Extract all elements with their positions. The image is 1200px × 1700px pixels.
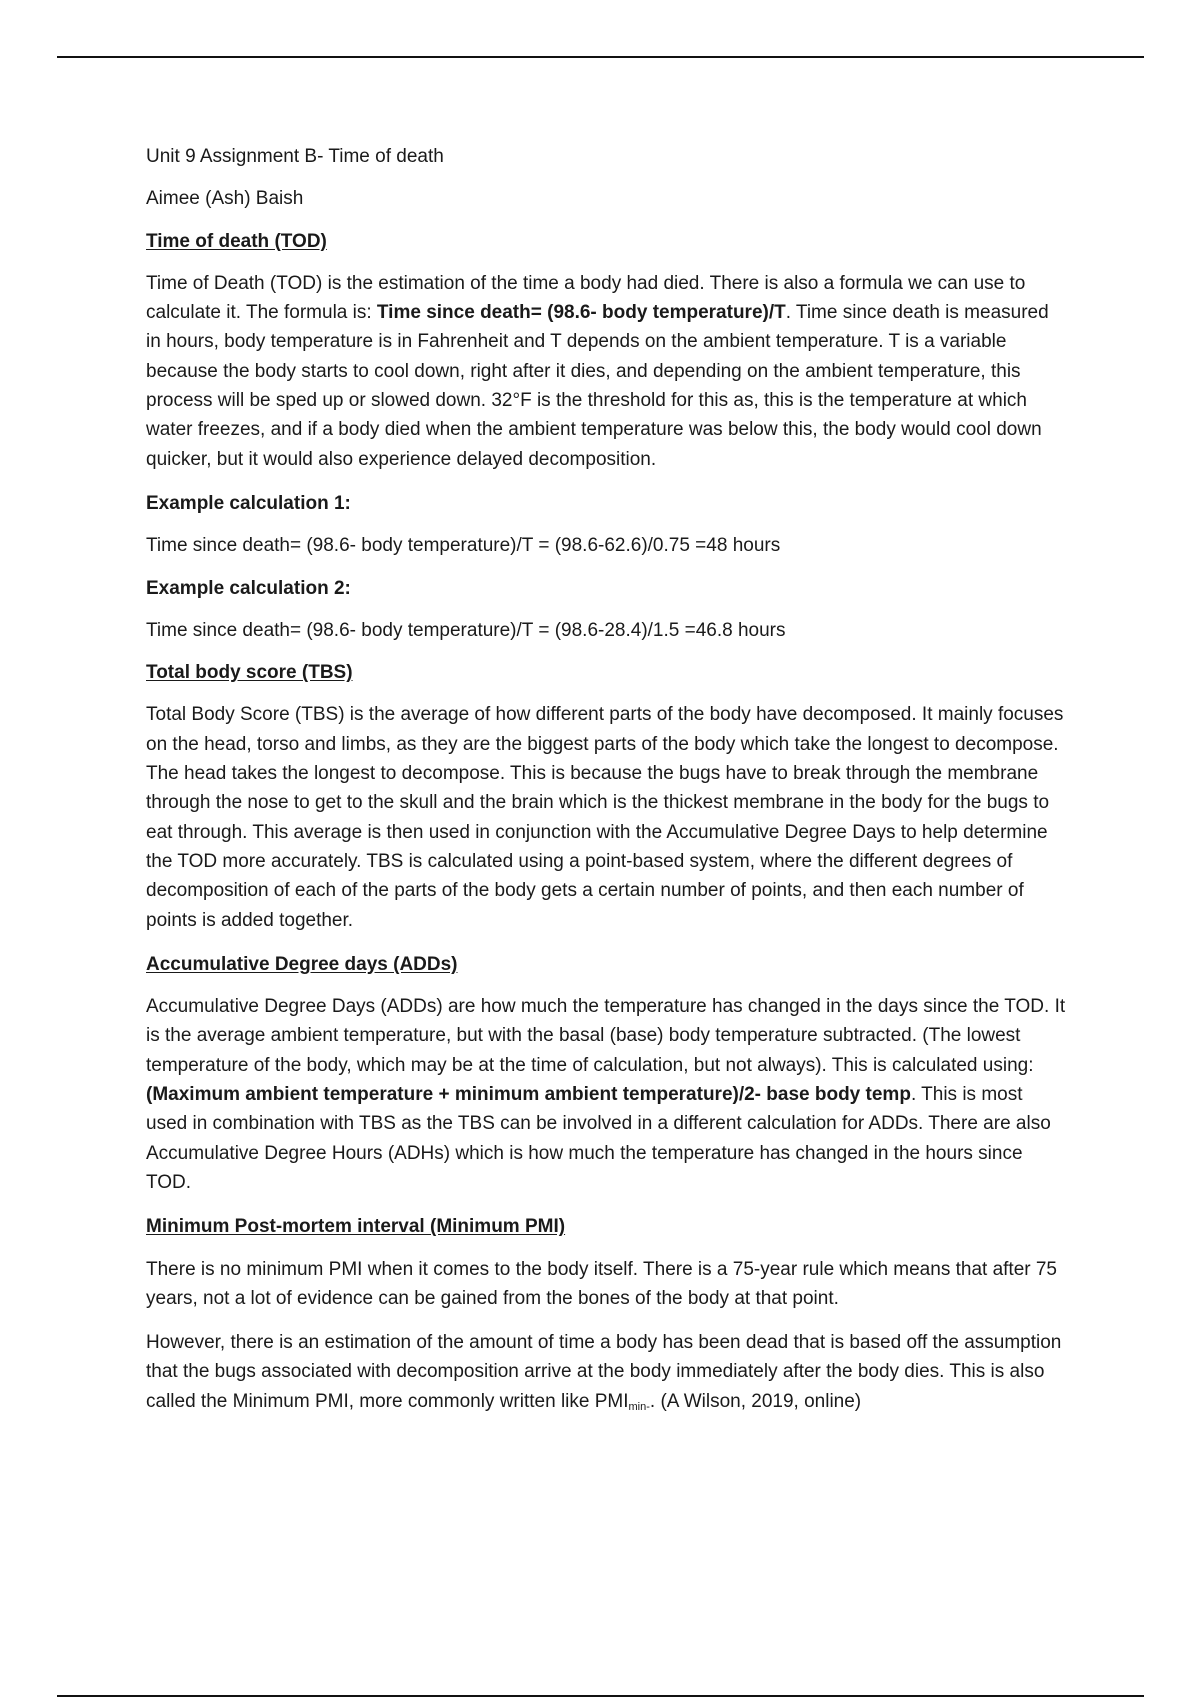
adds-paragraph bbox=[146, 992, 1066, 1197]
section-heading-tod: Time of death (TOD) bbox=[146, 230, 327, 252]
pmi-paragraph-2-text-a: However, there is an estimation of the amount of time a body has been dead that is based off the assumption that the bugs associated with decomposition arrive at the body immediately after the body dies. This is also called the Minimum PMI, more commonly written like PMI bbox=[146, 1332, 1062, 1412]
example-1-text: Time since death= (98.6- body temperature)/T = (98.6-62.6)/0.75 =48 hours bbox=[146, 535, 781, 557]
pmi-subscript: min- bbox=[628, 1400, 650, 1413]
bottom-rule bbox=[57, 1695, 1144, 1697]
example-1-label: Example calculation 1: bbox=[146, 492, 351, 514]
document-body bbox=[146, 142, 1066, 1431]
tod-formula: Time since death= (98.6- body temperature)/T bbox=[376, 302, 786, 324]
tbs-paragraph: Total Body Score (TBS) is the average of how different parts of the body have decomposed. It mainly focuses on the head, torso and limbs, as they are the biggest parts of the body which take the longest to decompose. The head takes the longest to decompose. This is because the bugs have to break through the membrane through the nose to get to the skull and the brain which is the thickest membrane in the body for the bugs to eat through. This average is then used in conjunction with the Accumulative Degree Days to help determine the TOD more accurately. TBS is calculated using a point-based system, where the different degrees of decomposition of each of the parts of the body gets a certain number of points, and then each number of points is added together. bbox=[146, 704, 1064, 931]
adds-formula: (Maximum ambient temperature + minimum ambient temperature)/2- base body temp bbox=[146, 1084, 911, 1106]
pmi-paragraph-2-text-b: . (A Wilson, 2019, online) bbox=[649, 1390, 862, 1412]
top-rule bbox=[57, 56, 1144, 58]
example-2-text: Time since death= (98.6- body temperature)/T = (98.6-28.4)/1.5 =46.8 hours bbox=[146, 619, 786, 641]
adds-paragraph-text-a: Accumulative Degree Days (ADDs) are how much the temperature has changed in the days since the TOD. It is the average ambient temperature, but with the basal (base) body temperature subtracted. (The lowest temperature of the body, which may be at the time of calculation, but not always). This is calculated using: bbox=[146, 996, 1066, 1076]
pmi-paragraph-1: There is no minimum PMI when it comes to the body itself. There is a 75-year rule which means that after 75 years, not a lot of evidence can be gained from the bones of the body at that point. bbox=[146, 1258, 1057, 1309]
document-author: Aimee (Ash) Baish bbox=[146, 188, 304, 210]
section-heading-pmi: Minimum Post-mortem interval (Minimum PMI) bbox=[146, 1216, 566, 1238]
adds-paragraph-text-b: . This is most used in combination with TBS as the TBS can be involved in a different calculation for ADDs. There are also Accumulative Degree Hours (ADHs) which is how much the temperature has changed in the hours since TOD. bbox=[146, 1084, 1051, 1193]
section-heading-tbs: Total body score (TBS) bbox=[146, 662, 353, 684]
tod-paragraph bbox=[146, 269, 1066, 474]
section-heading-adds: Accumulative Degree days (ADDs) bbox=[146, 953, 458, 975]
tod-paragraph-text-a: Time of Death (TOD) is the estimation of the time a body had died. There is also a formula we can use to calculate it. The formula is: bbox=[146, 272, 1026, 324]
pmi-paragraph-2 bbox=[146, 1328, 1066, 1416]
tod-paragraph-text-b: . Time since death is measured in hours, body temperature is in Fahrenheit and T depends on the ambient temperature. T is a variable because the body starts to cool down, right after it dies, and depending on the ambient temperature, this process will be sped up or slowed down. 32°F is the threshold for this as, this is the temperature at which water freezes, and if a body died when the ambient temperature was below this, the body would cool down quicker, but it would also experience delayed decomposition. bbox=[146, 302, 1049, 470]
document-title: Unit 9 Assignment B- Time of death bbox=[146, 146, 444, 167]
example-2-label: Example calculation 2: bbox=[146, 577, 351, 599]
